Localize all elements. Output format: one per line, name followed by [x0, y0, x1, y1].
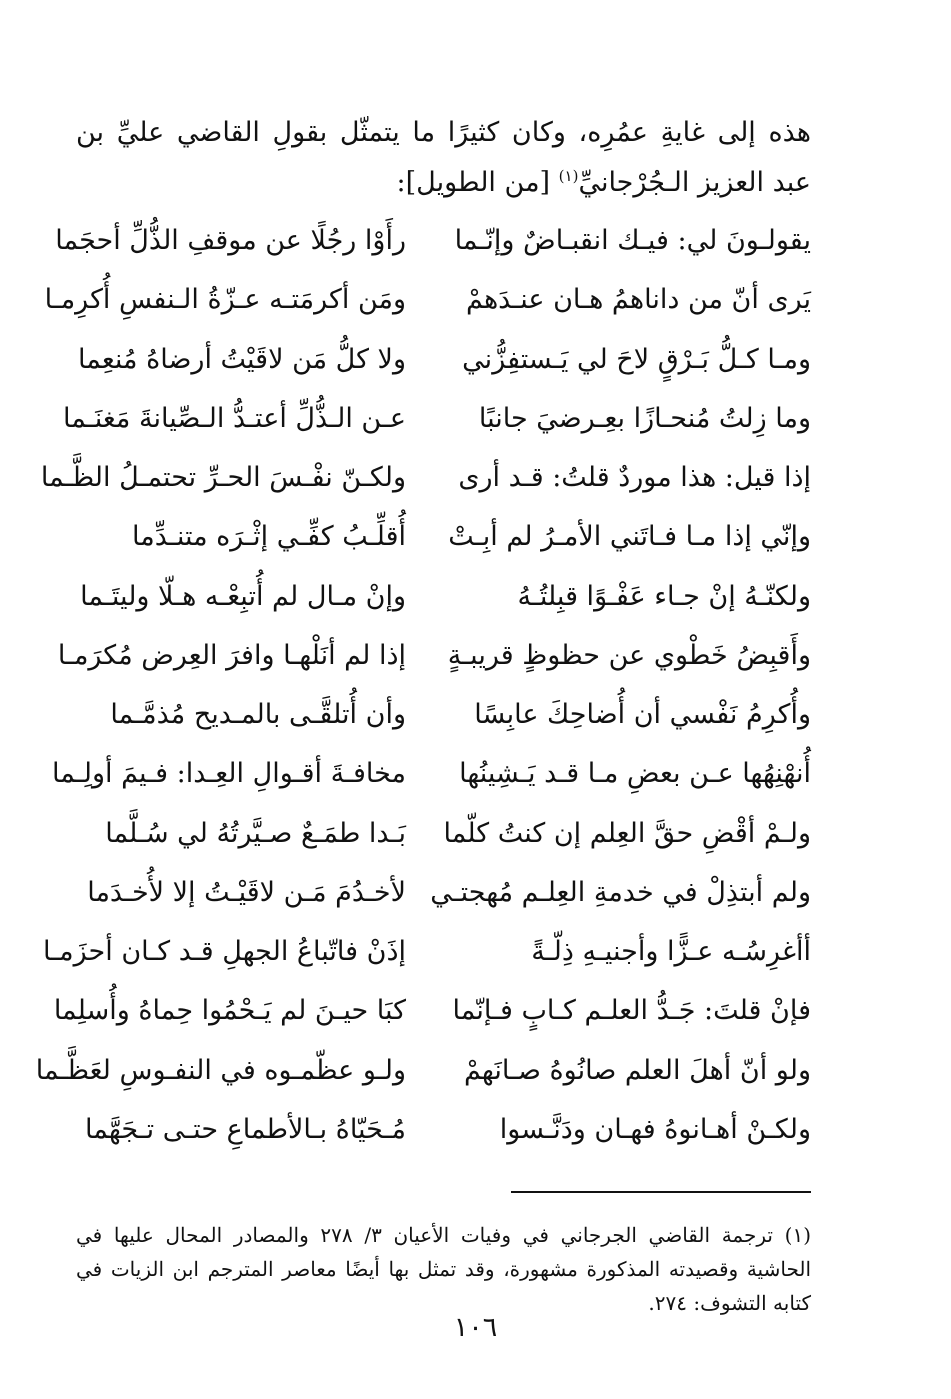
verse-first-hemistich: وأُكرِمُ نَفْسي أن أُضاحِكَ عابِسًا — [474, 699, 811, 731]
verse-second-hemistich: إذَنْ فاتّباعُ الجهلِ قـد كـان أحزَمـا — [43, 936, 406, 968]
verse-second-hemistich: ولـو عظّمـوه في النفـوسِ لعَظَّـما — [35, 1054, 406, 1086]
verse-line — [63, 389, 811, 448]
verse-first-hemistich: يَرى أنّ من داناهمُ هـان عنـدَهمْ — [465, 284, 811, 316]
verse-second-hemistich: ولا كلُّ مَن لاقَيْتُ أرضاهُ مُنعِما — [78, 343, 406, 375]
verse-line — [76, 567, 811, 626]
verse-line — [57, 626, 811, 685]
verse-second-hemistich: بَـدا طمَـعٌ صـيَّرتُهُ لي سُـلَّما — [105, 817, 406, 849]
verse-first-hemistich: إذا قيل: هذا موردٌ قلتُ: قـد أرى — [458, 462, 811, 494]
verse-line — [76, 804, 811, 863]
verse-second-hemistich: وأن أُتلقَّـى بالمـديح مُذمَّـما — [110, 699, 406, 731]
verse-second-hemistich: ومَن أكرمَتـه عـزّةُ الـنفسِ أُكرِمـا — [44, 284, 406, 316]
verse-second-hemistich: لأخـدُمَ مَـن لاقَيْـتُ إلا لأُخـدَما — [87, 876, 406, 908]
verse-first-hemistich: أأغرِسُـه عـزًّا وأجنيـهِ ذِلّـةً — [531, 936, 811, 968]
intro-text: هذه إلى غايةِ عمُرِه، وكان كثيرًا ما يتمثّل بقولِ القاضي عليِّ بن عبد العزيز الـجُرْجانيِّ — [76, 117, 811, 198]
verse-first-hemistich: وأَقبِضُ خَطْوي عن حظوظٍ قريبـةٍ — [447, 639, 811, 671]
verse-first-hemistich: وما زِلتُ مُنحـازًا بعِـرضيَ جانبًا — [478, 402, 811, 434]
verse-line — [40, 448, 811, 507]
verse-line — [76, 685, 811, 744]
verse-second-hemistich: وإنْ مـال لم أُتبِعْـه هـلّا وليتَـما — [80, 580, 406, 612]
footnote-separator — [511, 1191, 811, 1193]
footnote: (١) ترجمة القاضي الجرجاني في وفيات الأعيان ٣/ ٢٧٨ والمصادر المحال عليها في الحاشية وقصيدته المذكورة مشهورة، وقد تمثل بها أيضًا معاصر المترجم ابن الزيات في كتابه التشوف: ٢٧٤. — [76, 1223, 811, 1315]
verse-line — [76, 1100, 811, 1159]
verse-line — [43, 922, 811, 981]
verse-line — [53, 981, 811, 1040]
verse-line — [76, 507, 811, 566]
verse-line — [55, 211, 811, 270]
verse-line — [44, 270, 811, 329]
verse-line — [76, 863, 811, 922]
verse-second-hemistich: مُـحَيّاهُ بـالأطماعِ حتـى تـجَهَّما — [85, 1113, 406, 1145]
page-number: ١٠٦ — [453, 1312, 498, 1343]
poem — [35, 211, 811, 1159]
verse-first-hemistich: وإنّي إذا مـا فـاتَني الأمـرُ لم أبِـتْ — [448, 521, 811, 553]
verse-first-hemistich: ومـا كـلُّ بَـرْقٍ لاحَ لي يَـستفِزُّني — [462, 343, 811, 375]
verse-first-hemistich: فإنْ قلتَ: جَـدُّ العلـم كـابٍ فـإنّما — [452, 995, 811, 1027]
verse-line — [35, 1041, 811, 1100]
verse-first-hemistich: أُنهْنِهُها عـن بعضِ مـا قـد يَـشِينُها — [459, 758, 811, 790]
verse-line — [51, 744, 811, 803]
verse-first-hemistich: يقولـونَ لي: فيـك انقبـاضٌ وإنّـما — [454, 225, 811, 257]
verse-first-hemistich: ولو أنّ أهلَ العلم صانُوهُ صـانَهمْ — [463, 1054, 811, 1086]
verse-line — [76, 330, 811, 389]
verse-second-hemistich: رأَوْا رجُلًا عن موقفِ الذُّلِّ أحجَما — [55, 225, 406, 257]
verse-second-hemistich: كبَا حيـنَ لم يَـحْمُوا حِماهُ وأُسلِما — [53, 995, 406, 1027]
verse-second-hemistich: عـن الـذُّلِّ أعتـدُّ الـصِّيانةَ مَغنَـما — [63, 402, 406, 434]
verse-first-hemistich: ولم أبتذِلْ في خدمةِ العِلـم مُهجتـي — [430, 876, 811, 908]
meter-label: [من الطويل]: — [396, 167, 559, 198]
verse-first-hemistich: ولكـنْ أهـانوهُ فهـان ودَنَّـسوا — [499, 1113, 811, 1145]
verse-first-hemistich: ولـمْ أقْضِ حقَّ العِلم إن كنتُ كلّما — [443, 817, 811, 849]
verse-second-hemistich: إذا لم أنَلْهـا وافرَ العِرض مُكرَمـا — [57, 639, 406, 671]
verse-second-hemistich: أُقلِّـبُ كفِّـي إثْـرَه متنـدِّما — [132, 521, 406, 553]
footnote-reference: (١) — [558, 167, 579, 185]
verse-first-hemistich: ولكنّـهُ إنْ جـاء عَفْـوًا قبِلتُـهُ — [517, 580, 811, 612]
verse-second-hemistich: مخافـةَ أقـوالِ العِـدا: فـيمَ أولِـما — [51, 758, 406, 790]
intro-paragraph — [76, 108, 811, 208]
verse-second-hemistich: ولكـنّ نفْـسَ الحـرِّ تحتمـلُ الظَّـما — [40, 462, 406, 494]
